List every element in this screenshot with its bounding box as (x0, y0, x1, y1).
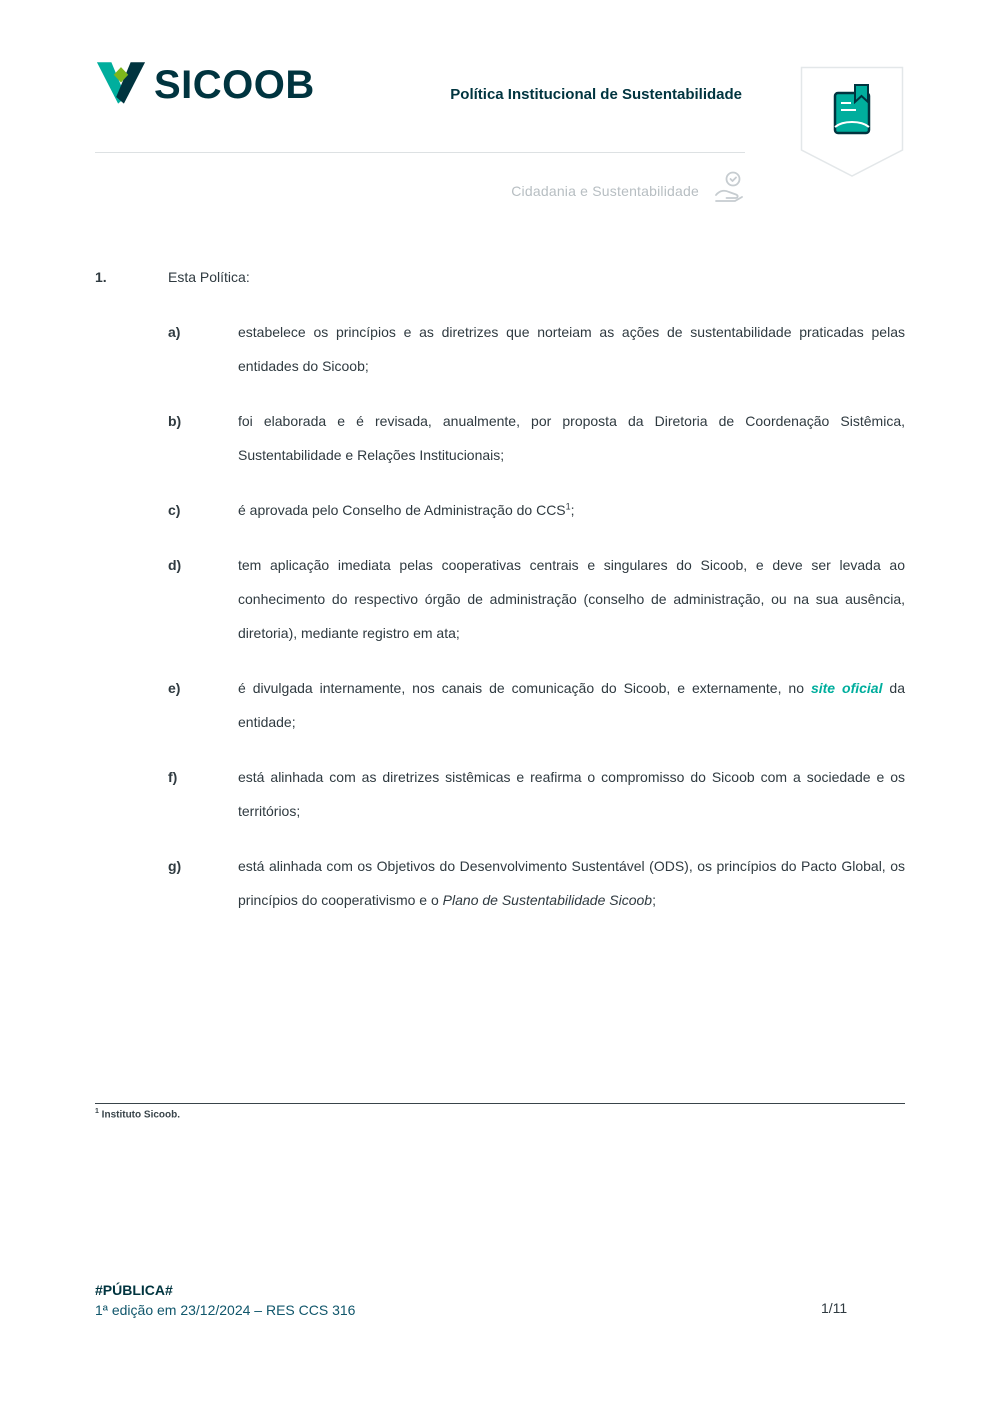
list-item-text: estabelece os princípios e as diretrizes que norteiam as ações de sustentabilidade praticadas pelas entidades do Sicoob; (238, 324, 905, 374)
document-subtitle: Cidadania e Sustentabilidade (511, 182, 699, 199)
footnote-label: Instituto Sicoob. (98, 1109, 181, 1121)
list-item-text-segment: está alinhada com os Objetivos do Desenvolvimento Sustentável (ODS), os princípios do Pacto Global, os princípios do cooperativismo e o (238, 858, 905, 908)
emphasized-text: Plano de Sustentabilidade Sicoob (442, 892, 653, 908)
list-item (168, 493, 905, 527)
footnote-text (95, 1108, 905, 1120)
numbered-item (95, 260, 905, 294)
list-item (168, 315, 905, 383)
lettered-list (168, 315, 905, 917)
list-item-text: está alinhada com as diretrizes sistêmicas e reafirma o compromisso do Sicoob com a sociedade e os territórios; (238, 769, 905, 819)
list-item-text-segment: da entidade; (238, 680, 906, 730)
page-footer (95, 1280, 355, 1320)
footnote-reference: 1 (565, 501, 571, 512)
list-item-letter: g) (168, 858, 182, 874)
list-item-text: foi elaborada e é revisada, anualmente, por proposta da Diretoria de Coordenação Sistêmica, Sustentabilidade e Relações Institucionais; (238, 413, 905, 463)
footnote-divider (95, 1103, 905, 1104)
edition-info: 1ª edição em 23/12/2024 – RES CCS 316 (95, 1302, 356, 1318)
page-title: Política Institucional de Sustentabilidade (450, 86, 742, 103)
footnote-marker: 1 (95, 1108, 99, 1115)
logo-wordmark: SICOOB (154, 63, 315, 107)
list-item (168, 548, 905, 650)
list-item-letter: a) (168, 324, 181, 340)
list-item-text (238, 849, 905, 917)
item-number: 1. (95, 269, 107, 285)
classification-label: #PÚBLICA# (95, 1282, 173, 1298)
list-item-text (238, 493, 905, 527)
list-item (168, 671, 905, 739)
list-item-text-segment: ; (652, 892, 656, 908)
item-text: Esta Política: (168, 269, 250, 285)
header-divider (95, 152, 745, 153)
list-item-letter: b) (168, 413, 182, 429)
certificate-badge (800, 66, 904, 178)
hand-sustainability-icon (713, 170, 745, 211)
footnote-section (95, 1103, 905, 1120)
sicoob-logomark-icon (95, 60, 147, 110)
list-item (168, 849, 905, 917)
list-item-text (238, 671, 905, 739)
list-item-letter: d) (168, 557, 182, 573)
sicoob-logo (95, 60, 315, 110)
list-item-letter: f) (168, 769, 178, 785)
document-body (95, 260, 905, 917)
list-item (168, 404, 905, 472)
document-subtitle-row (511, 170, 745, 211)
list-item (168, 760, 905, 828)
list-item-letter: c) (168, 502, 181, 518)
list-item-text-segment: ; (570, 502, 575, 518)
book-icon (800, 66, 904, 178)
page-number: 1/11 (821, 1300, 848, 1316)
list-item-letter: e) (168, 680, 181, 696)
list-item-text-segment: é aprovada pelo Conselho de Administração do CCS (238, 502, 566, 518)
list-item-text-segment: é divulgada internamente, nos canais de comunicação do Sicoob, e externamente, no (238, 680, 811, 696)
site-oficial-link[interactable]: site oficial (810, 680, 883, 696)
list-item-text: tem aplicação imediata pelas cooperativas centrais e singulares do Sicoob, e deve ser levada ao conhecimento do respectivo órgão de administração (conselho de administração, ou na sua ausência, diretoria), mediante registro em ata; (238, 557, 905, 641)
